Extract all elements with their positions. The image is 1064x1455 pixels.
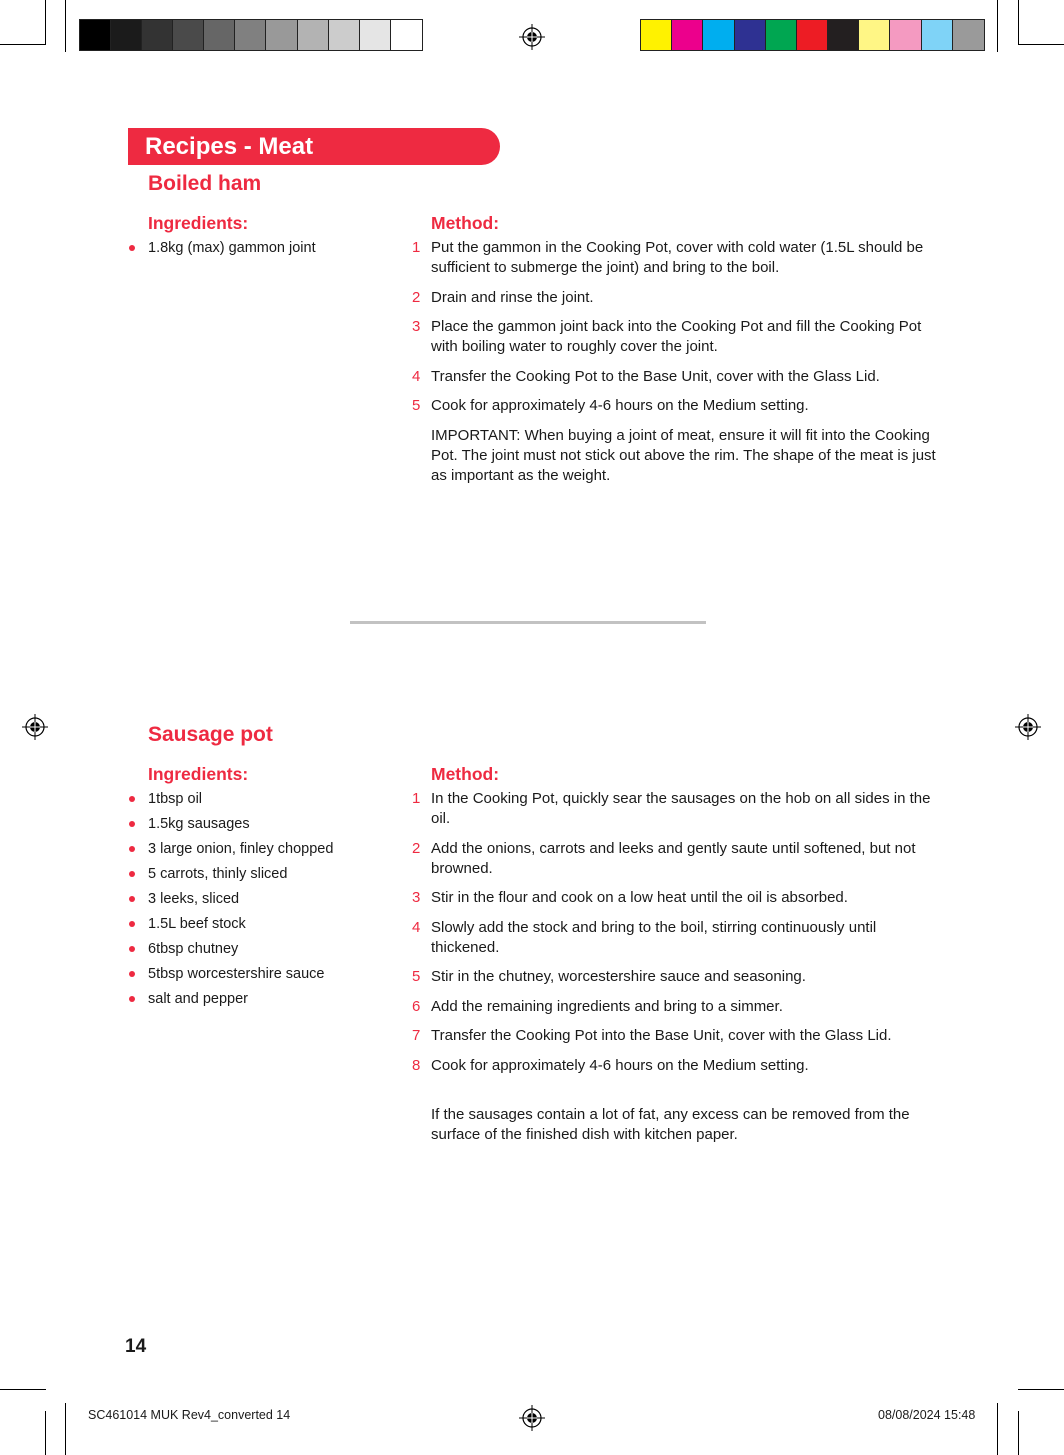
bullet-icon	[129, 821, 135, 827]
ingredient-item	[129, 989, 333, 1014]
recipe-note: If the sausages contain a lot of fat, any excess can be removed from the surface of the finished dish with kitchen paper.	[431, 1106, 910, 1143]
step-number: 3	[412, 318, 421, 335]
ingredient-text: 1.5L beef stock	[148, 916, 246, 932]
color-swatch	[797, 20, 828, 50]
crop-mark	[65, 1403, 66, 1455]
crop-mark	[1018, 0, 1019, 44]
bullet-icon	[129, 921, 135, 927]
method-step	[410, 396, 940, 416]
step-text: Put the gammon in the Cooking Pot, cover with cold water (1.5L should be sufficient to submerge the joint) and bring to the boil.	[431, 239, 924, 276]
color-swatch	[922, 20, 953, 50]
registration-mark-icon	[519, 24, 545, 50]
step-number: 1	[412, 790, 421, 807]
color-swatch	[235, 20, 266, 50]
bullet-icon	[129, 796, 135, 802]
process-color-bar	[640, 19, 985, 51]
method-step	[410, 288, 940, 308]
method-step	[410, 997, 940, 1017]
crop-mark	[1018, 1411, 1019, 1455]
color-swatch	[391, 20, 422, 50]
crop-mark	[0, 1389, 46, 1390]
bullet-icon	[129, 946, 135, 952]
color-swatch	[703, 20, 734, 50]
step-number: 4	[412, 918, 421, 936]
recipe-title: Boiled ham	[148, 172, 262, 195]
print-slug-date: 08/08/2024 15:48	[878, 1408, 976, 1422]
color-swatch	[859, 20, 890, 50]
color-swatch	[298, 20, 329, 50]
color-swatch	[266, 20, 297, 50]
step-text: Cook for approximately 4-6 hours on the Medium setting.	[431, 1056, 809, 1074]
method-step	[410, 317, 940, 357]
page-number: 14	[125, 1336, 147, 1357]
ingredient-text: 1.5kg sausages	[148, 816, 250, 832]
ingredient-item	[129, 914, 333, 939]
color-swatch	[953, 20, 984, 50]
step-text: In the Cooking Pot, quickly sear the sausages on the hob on all sides in the oil.	[431, 790, 931, 827]
ingredients-list	[129, 238, 316, 263]
ingredient-text: 5 carrots, thinly sliced	[148, 866, 288, 882]
method-step	[410, 967, 940, 987]
step-number: 8	[412, 1056, 421, 1074]
step-number: 5	[412, 968, 421, 985]
method-step	[410, 839, 940, 879]
method-step	[410, 1026, 940, 1046]
method-step	[410, 918, 940, 958]
color-swatch	[173, 20, 204, 50]
step-number: 7	[412, 1027, 421, 1044]
registration-mark-icon	[1015, 714, 1041, 740]
color-swatch	[142, 20, 173, 50]
registration-mark-icon	[519, 1405, 545, 1431]
ingredient-text: 3 leeks, sliced	[148, 891, 240, 907]
color-swatch	[80, 20, 111, 50]
section-divider	[350, 621, 706, 624]
bullet-icon	[129, 245, 135, 251]
bullet-icon	[129, 896, 135, 902]
crop-mark	[1018, 1389, 1064, 1390]
color-swatch	[735, 20, 766, 50]
ingredients-heading: Ingredients:	[148, 764, 249, 784]
color-swatch	[890, 20, 921, 50]
step-number: 3	[412, 889, 421, 906]
color-swatch	[641, 20, 672, 50]
bullet-icon	[129, 971, 135, 977]
crop-mark	[0, 44, 46, 45]
registration-mark-icon	[22, 714, 48, 740]
ingredient-item	[129, 939, 333, 964]
ingredient-text: 5tbsp worcestershire sauce	[148, 966, 325, 982]
bullet-icon	[129, 846, 135, 852]
ingredient-text: 1.8kg (max) gammon joint	[148, 240, 316, 256]
crop-mark	[997, 0, 998, 52]
crop-mark	[45, 0, 46, 44]
step-text: Add the remaining ingredients and bring to a simmer.	[431, 997, 783, 1015]
method-step	[410, 238, 940, 278]
method-heading: Method:	[431, 213, 500, 233]
recipe-title: Sausage pot	[148, 723, 273, 746]
color-swatch	[766, 20, 797, 50]
color-swatch	[329, 20, 360, 50]
step-text: Stir in the flour and cook on a low heat until the oil is absorbed.	[431, 889, 848, 906]
ingredient-item	[129, 839, 333, 864]
recipe-note: IMPORTANT: When buying a joint of meat, ensure it will fit into the Cooking Pot. The joint must not stick out above the rim. The shape of the meat is just as important as the weight.	[431, 427, 936, 484]
ingredient-text: 1tbsp oil	[148, 791, 203, 807]
step-number: 2	[412, 288, 421, 306]
color-swatch	[672, 20, 703, 50]
step-text: Transfer the Cooking Pot into the Base Unit, cover with the Glass Lid.	[431, 1027, 892, 1044]
color-swatch	[828, 20, 859, 50]
step-text: Transfer the Cooking Pot to the Base Unit, cover with the Glass Lid.	[431, 367, 880, 385]
step-text: Place the gammon joint back into the Cooking Pot and fill the Cooking Pot with boiling water to roughly cover the joint.	[431, 318, 922, 355]
method-step	[410, 789, 940, 829]
step-text: Slowly add the stock and bring to the boil, stirring continuously until thickened.	[431, 918, 877, 956]
ingredient-text: salt and pepper	[148, 991, 248, 1007]
ingredient-text: 6tbsp chutney	[148, 941, 239, 957]
ingredient-item	[129, 964, 333, 989]
method-heading: Method:	[431, 764, 500, 784]
step-number: 4	[412, 367, 421, 385]
crop-mark	[1018, 44, 1064, 45]
ingredient-item	[129, 814, 333, 839]
color-swatch	[360, 20, 391, 50]
color-swatch	[204, 20, 235, 50]
step-text: Stir in the chutney, worcestershire sauce and seasoning.	[431, 968, 806, 985]
section-header: Recipes - Meat	[128, 128, 500, 165]
ingredients-list	[129, 789, 333, 1014]
method-step	[410, 888, 940, 908]
ingredient-item	[129, 238, 316, 263]
ingredient-text: 3 large onion, finley chopped	[148, 841, 334, 857]
step-number: 5	[412, 397, 421, 414]
crop-mark	[65, 0, 66, 52]
step-number: 6	[412, 997, 421, 1015]
greyscale-color-bar	[79, 19, 423, 51]
bullet-icon	[129, 871, 135, 877]
step-number: 1	[412, 239, 421, 256]
method-list	[410, 238, 940, 426]
method-step	[410, 1056, 940, 1076]
ingredient-item	[129, 864, 333, 889]
crop-mark	[997, 1403, 998, 1455]
step-text: Drain and rinse the joint.	[431, 288, 594, 306]
ingredients-heading: Ingredients:	[148, 213, 249, 233]
ingredient-item	[129, 889, 333, 914]
method-step	[410, 367, 940, 387]
print-slug-file: SC461014 MUK Rev4_converted 14	[88, 1408, 291, 1422]
step-text: Add the onions, carrots and leeks and gently saute until softened, but not browned.	[431, 839, 916, 877]
step-text: Cook for approximately 4-6 hours on the Medium setting.	[431, 397, 809, 414]
color-swatch	[111, 20, 142, 50]
method-list	[410, 789, 940, 1085]
ingredient-item	[129, 789, 333, 814]
bullet-icon	[129, 996, 135, 1002]
step-number: 2	[412, 839, 421, 857]
crop-mark	[45, 1411, 46, 1455]
